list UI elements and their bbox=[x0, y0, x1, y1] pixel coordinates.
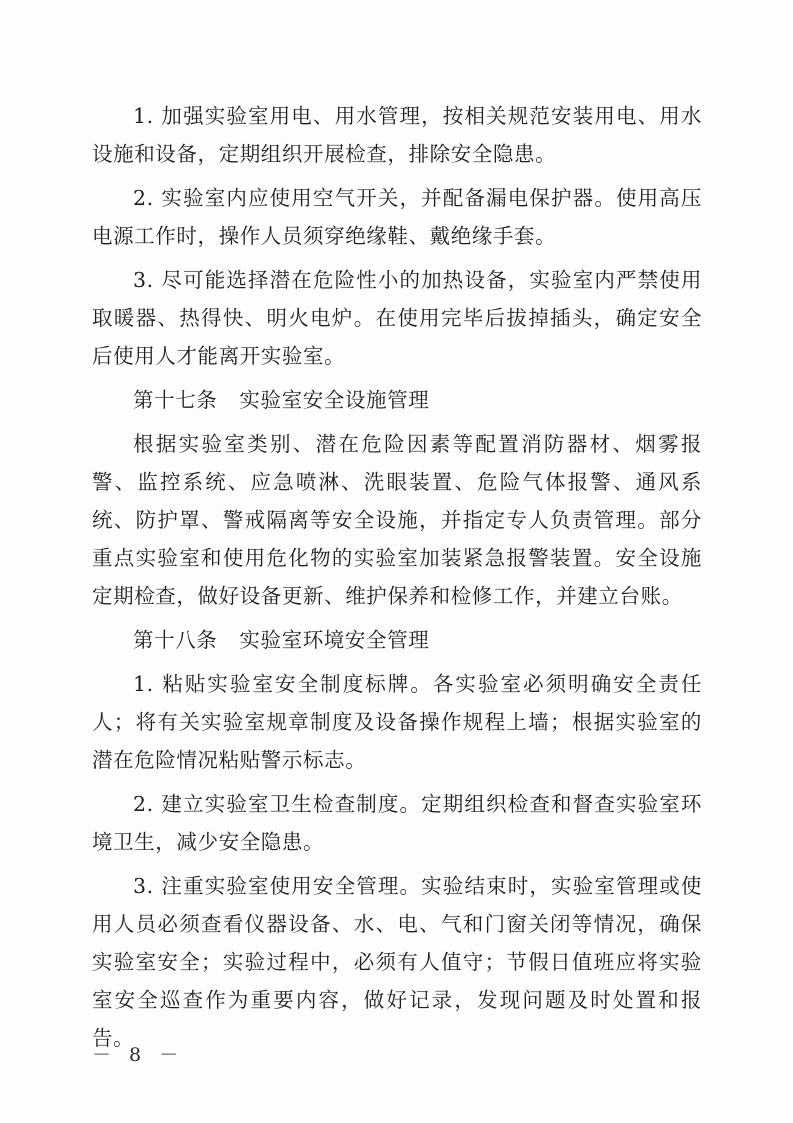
section-18-item-3: 3. 注重实验室使用安全管理。实验结束时，实验室管理或使用人员必须查看仪器设备、水、电、气和门窗关闭等情况，确保实验室安全；实验过程中，必须有人值守；节假日值班应将实验室安全巡查作为重要内容，做好记录，发现问题及时处置和报告。 bbox=[92, 874, 702, 1050]
section-18-item-1: 1. 粘贴实验室安全制度标牌。各实验室必须明确安全责任人；将有关实验室规章制度及设备操作规程上墙；根据实验室的潜在危险情况粘贴警示标志。 bbox=[92, 672, 702, 772]
paragraph-heating-equipment: 3. 尽可能选择潜在危险性小的加热设备，实验室内严禁使用取暖器、热得快、明火电炉。在使用完毕后拔掉插头，确定安全后使用人才能离开实验室。 bbox=[92, 268, 702, 368]
section-18-number: 第十八条 bbox=[133, 628, 218, 652]
paragraph-electric-water: 1. 加强实验室用电、用水管理，按相关规范安装用电、用水设施和设备，定期组织开展检查，排除安全隐患。 bbox=[92, 104, 702, 166]
section-17-number: 第十七条 bbox=[133, 388, 218, 412]
section-17-title: 实验室安全设施管理 bbox=[239, 388, 430, 412]
section-17-heading bbox=[92, 381, 702, 419]
paragraph-air-switch: 2. 实验室内应使用空气开关，并配备漏电保护器。使用高压电源工作时，操作人员须穿绝缘鞋、戴绝缘手套。 bbox=[92, 186, 702, 248]
section-18-title: 实验室环境安全管理 bbox=[239, 628, 430, 652]
section-17-body: 根据实验室类别、潜在危险因素等配置消防器材、烟雾报警、监控系统、应急喷淋、洗眼装置、危险气体报警、通风系统、防护罩、警戒隔离等安全设施，并指定专人负责管理。部分重点实验室和使用危化物的实验室加装紧急报警装置。安全设施定期检查，做好设备更新、维护保养和检修工作，并建立台账。 bbox=[92, 432, 702, 608]
page-number: － 8 － bbox=[92, 1044, 185, 1066]
section-18-item-2: 2. 建立实验室卫生检查制度。定期组织检查和督查实验室环境卫生，减少安全隐患。 bbox=[92, 792, 702, 854]
document-body bbox=[92, 97, 702, 1063]
section-18-heading bbox=[92, 621, 702, 659]
